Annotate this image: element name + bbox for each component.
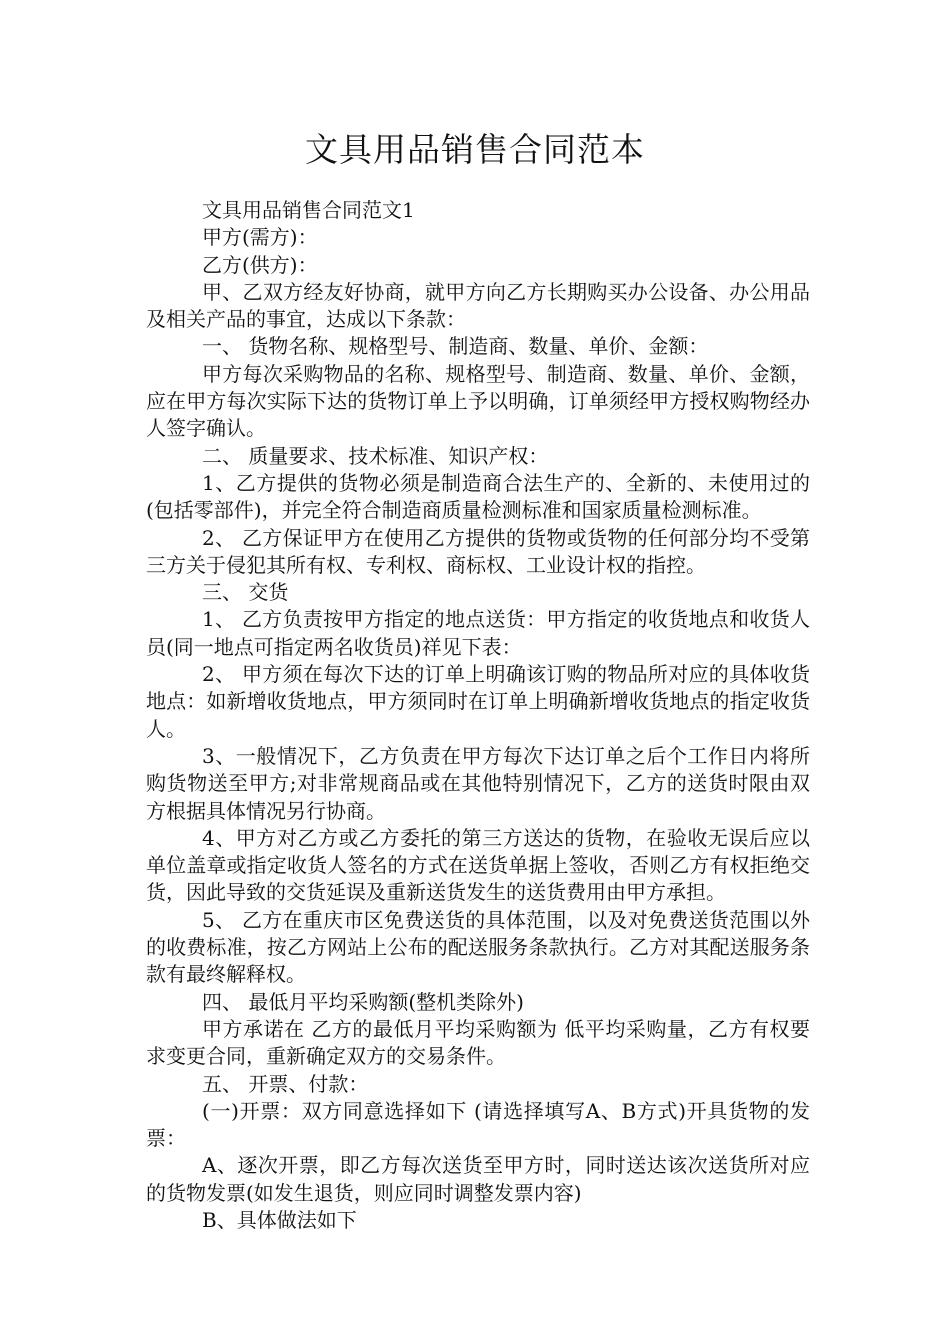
paragraph: 甲方(需方)： [202, 225, 318, 250]
paragraph: 四、 最低月平均采购额(整机类除外) [202, 989, 524, 1014]
paragraph: 二、 质量要求、技术标准、知识产权： [202, 443, 549, 468]
paragraph: 4、甲方对乙方或乙方委托的第三方送达的货物，在验收无误后应以单位盖章或指定收货人签名的方式在送货单据上签收，否则乙方有权拒绝交货，因此导致的交货延误及重新送货发生的送货费用由甲方承担。 [146, 825, 810, 905]
paragraph: (一)开票：双方同意选择如下 (请选择填写A、B方式)开具货物的发票： [146, 1098, 810, 1151]
paragraph: 1、 乙方负责按甲方指定的地点送货：甲方指定的收货地点和收货人员(同一地点可指定两名收货员)祥见下表： [146, 607, 810, 659]
paragraph: A、逐次开票，即乙方每次送货至甲方时，同时送达该次送货所对应的货物发票(如发生退货，则应同时调整发票内容) [146, 1153, 810, 1205]
paragraph: 3、一般情况下，乙方负责在甲方每次下达订单之后个工作日内将所购货物送至甲方;对非常规商品或在其他特别情况下，乙方的送货时限由双方根据具体情况另行协商。 [146, 743, 810, 823]
paragraph: 五、 开票、付款： [202, 1071, 369, 1096]
paragraph: 甲、乙双方经友好协商，就甲方向乙方长期购买办公设备、办公用品及相关产品的事宜，达成以下条款： [146, 279, 810, 332]
paragraph: 乙方(供方)： [202, 252, 318, 277]
paragraph: 一、 货物名称、规格型号、制造商、数量、单价、金额： [202, 334, 709, 359]
paragraph: 甲方每次采购物品的名称、规格型号、制造商、数量、单价、金额，应在甲方每次实际下达的货物订单上予以明确，订单须经甲方授权购物经办人签字确认。 [146, 361, 810, 441]
paragraph: 2、 甲方须在每次下达的订单上明确该订购的物品所对应的具体收货地点：如新增收货地点，甲方须同时在订单上明确新增收货地点的指定收货人。 [146, 662, 810, 741]
document-title: 文具用品销售合同范本 [305, 130, 645, 169]
paragraph: 三、 交货 [202, 580, 289, 605]
paragraph: 1、乙方提供的货物必须是制造商合法生产的、全新的、未使用过的(包括零部件)，并完全符合制造商质量检测标准和国家质量检测标准。 [146, 470, 810, 523]
paragraph: 文具用品销售合同范文1 [202, 198, 415, 222]
paragraph: 2、 乙方保证甲方在使用乙方提供的货物或货物的任何部分均不受第三方关于侵犯其所有权、专利权、商标权、工业设计权的指控。 [146, 525, 810, 577]
paragraph: 甲方承诺在 乙方的最低月平均采购额为 低平均采购量，乙方有权要求变更合同，重新确定双方的交易条件。 [146, 1016, 810, 1069]
paragraph: B、具体做法如下 [202, 1207, 357, 1232]
document-body [146, 197, 810, 1234]
paragraph: 5、 乙方在重庆市区免费送货的具体范围，以及对免费送货范围以外的收费标准，按乙方网站上公布的配送服务条款执行。乙方对其配送服务条款有最终解释权。 [146, 907, 810, 987]
